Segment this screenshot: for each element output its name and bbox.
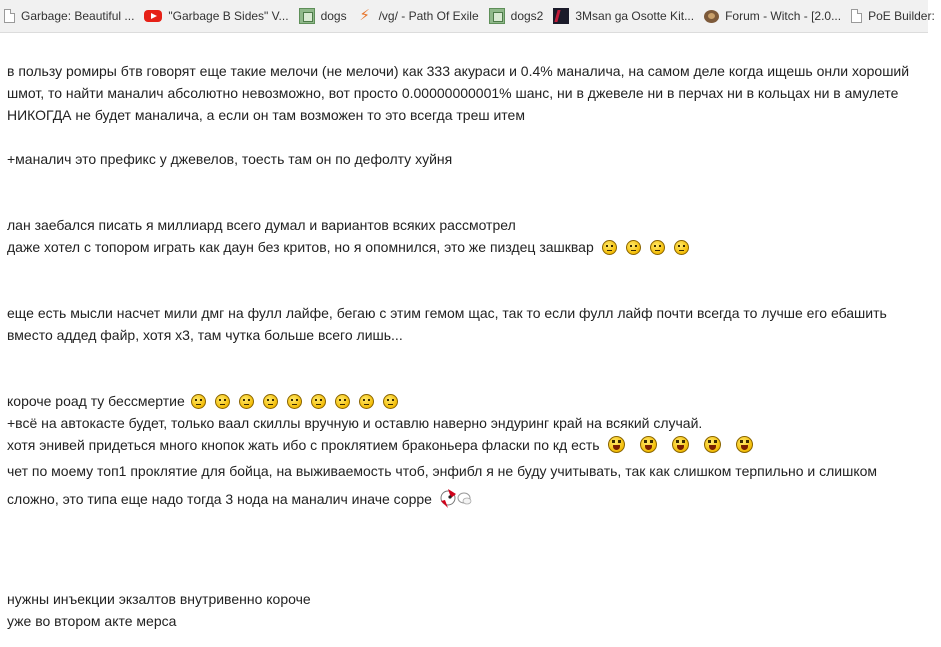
post-line: лан заебался писать я миллиард всего думал и вариантов всяких рассмотрел: [7, 217, 516, 233]
bookmark-garbage-b-sides[interactable]: [140, 3, 294, 29]
angry-smiley-icon: [191, 394, 206, 409]
angry-smiley-icon: [287, 394, 302, 409]
laughing-smiley-icon: [640, 436, 657, 453]
post-line: шмот, то найти маналич абсолютно невозможно, вот просто 0.00000000001% шанс, ни в джевеле ни в перчах ни в кольцах ни в амулете: [7, 85, 899, 101]
angry-smiley-icon: [383, 394, 398, 409]
bookmark-poe-builder[interactable]: [847, 3, 941, 29]
laughing-smiley-icon: [736, 436, 753, 453]
post-line: уже во втором акте мерса: [7, 613, 177, 629]
angry-smiley-icon: [626, 240, 641, 255]
bookmark-label: Forum - Witch - [2.0...: [725, 9, 842, 23]
youtube-icon: [144, 10, 162, 22]
bookmark-label: dogs2: [510, 9, 544, 23]
post-text: короче роад ту бессмертие: [7, 393, 185, 409]
post-line: +всё на автокасте будет, только ваал скиллы вручную и оставлю наверно эндуринг край на всякий случай.: [7, 415, 703, 431]
post-line-with-smileys: [7, 236, 922, 258]
bookmark-dogs2[interactable]: [485, 3, 550, 29]
bookmarks-bar: [0, 0, 935, 33]
angry-smiley-icon: [359, 394, 374, 409]
angry-smiley-icon: [674, 240, 689, 255]
post-line-with-smileys: [7, 434, 922, 456]
angry-smiley-icon: [602, 240, 617, 255]
bookmark-label: dogs: [320, 9, 347, 23]
angry-smiley-icon: [335, 394, 350, 409]
post-line: нужны инъекции экзалтов внутривенно короче: [7, 591, 311, 607]
bookmark-vg-path-of-exile[interactable]: [353, 3, 485, 29]
post-line: еще есть мысли насчет мили дмг на фулл лайфе, бегаю с этим гемом щас, так то если фулл лайф почти всегда то лучше его ебашить: [7, 305, 887, 321]
image-icon: [299, 8, 315, 24]
post-line-with-smileys: [7, 390, 922, 412]
post-text: сложно, это типа еще надо тогда 3 нода на маналич иначе сорре: [7, 491, 432, 507]
angry-smiley-icon: [239, 394, 254, 409]
bolt-icon: ⚡: [359, 7, 370, 24]
laughing-smiley-icon: [608, 436, 625, 453]
angry-smiley-icon: [650, 240, 665, 255]
post-line: в пользу ромиры бтв говорят еще такие мелочи (не мелочи) как 333 акураси и 0.4% маналича, на самом деле когда ищешь онли хороший: [7, 63, 910, 79]
site-icon: [553, 8, 569, 24]
post-line-with-smiley: [7, 486, 922, 510]
page-icon: [851, 9, 862, 23]
post-text: хотя энивей придеться много кнопок жать ибо с проклятием браконьера фласки по кд есть: [7, 437, 600, 453]
bookmark-label: "Garbage B Sides" V...: [168, 9, 289, 23]
angry-smiley-icon: [215, 394, 230, 409]
angry-smiley-icon: [263, 394, 278, 409]
post-line: вместо аддед файр, хотя х3, там чутка больше всего лишь...: [7, 327, 403, 343]
laughing-smiley-icon: [704, 436, 721, 453]
bookmark-dogs[interactable]: [295, 3, 353, 29]
page-icon: [4, 9, 15, 23]
bookmark-forum-witch[interactable]: [700, 3, 847, 29]
rocket-smiley-icon: [436, 486, 474, 510]
image-icon: [489, 8, 505, 24]
post-content: [7, 60, 922, 632]
post-line: НИКОГДА не будет маналича, а если он там возможен то это всегда треш итем: [7, 107, 525, 123]
post-line: чет по моему топ1 проклятие для бойца, на выживаемость чтоб, энфибл я не буду учитывать, так как слишком терпильно и слишком: [7, 463, 878, 479]
laughing-smiley-icon: [672, 436, 689, 453]
post-line: +маналич это префикс у джевелов, тоесть там он по дефолту хуйня: [7, 151, 453, 167]
post-text: даже хотел с топором играть как даун без критов, но я опомнился, это же пиздец зашквар: [7, 239, 594, 255]
witch-icon: [704, 10, 719, 23]
bookmark-label: 3Msan ga Osotte Kit...: [575, 9, 695, 23]
bookmark-label: PoE Builder:: [868, 9, 935, 23]
bookmark-3msan[interactable]: [549, 3, 700, 29]
bookmark-label: /vg/ - Path Of Exile: [378, 9, 479, 23]
bookmark-garbage-beautiful[interactable]: [0, 3, 140, 29]
angry-smiley-icon: [311, 394, 326, 409]
bookmark-label: Garbage: Beautiful ...: [21, 9, 135, 23]
